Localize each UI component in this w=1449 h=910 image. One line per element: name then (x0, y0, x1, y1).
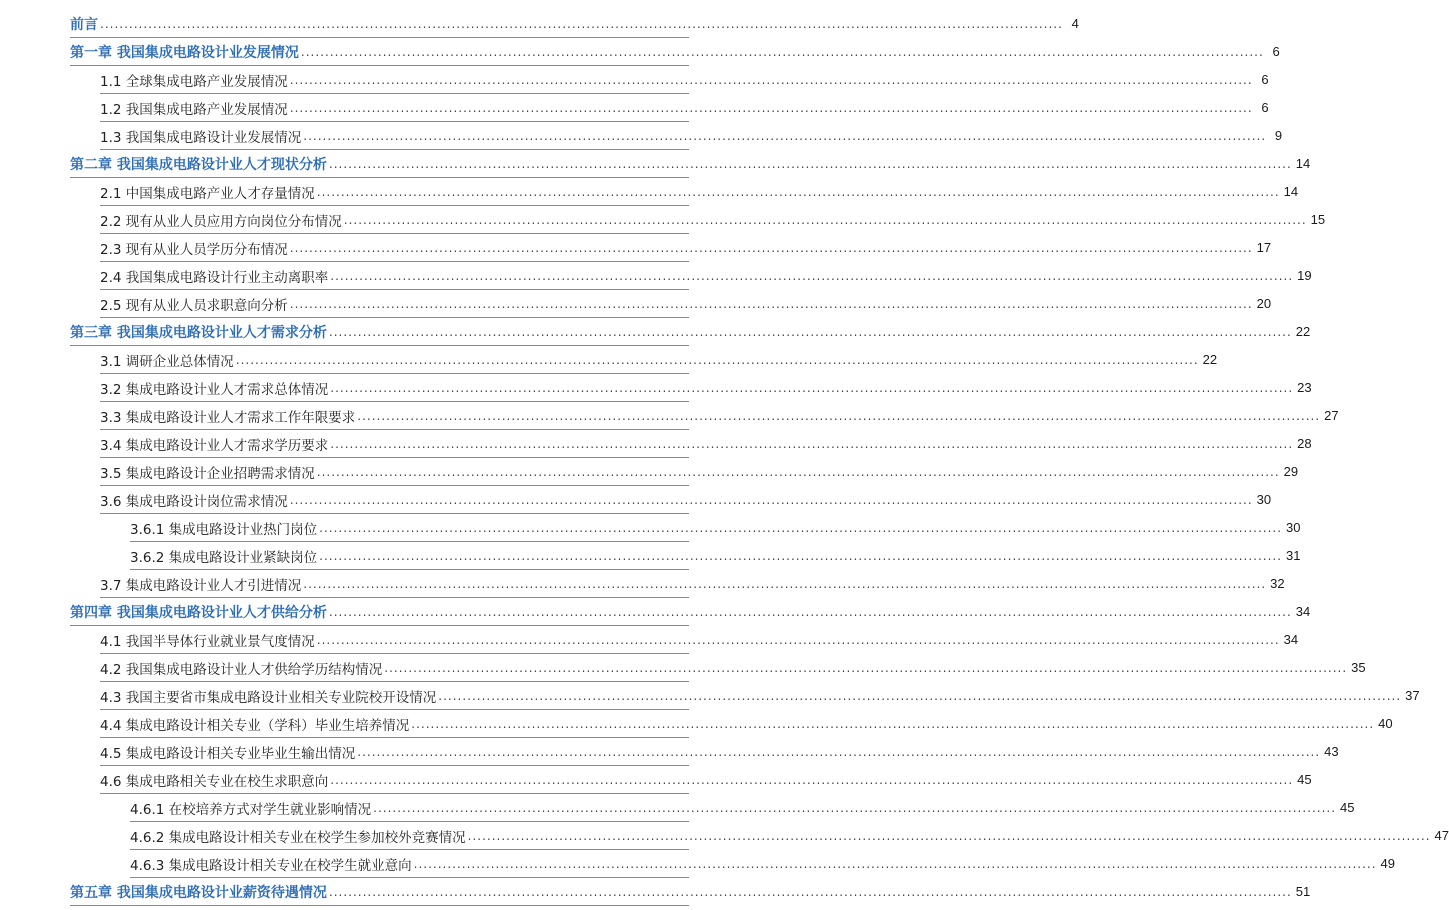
toc-entry-title: 前言 (70, 14, 100, 34)
toc-chapter-link[interactable] (70, 318, 1311, 346)
toc-entry-title: 第五章 我国集成电路设计业薪资待遇情况 (70, 882, 329, 902)
toc-entry-page-number: 32 (1270, 576, 1285, 591)
toc-section-link[interactable] (100, 738, 1339, 766)
toc-section-link[interactable] (100, 654, 1366, 682)
toc-dot-leader: ........................................................................................................................................................................................................ (319, 520, 1283, 535)
toc-entry-page-number: 40 (1378, 716, 1393, 731)
toc-dot-leader: ........................................................................................................................................................................................................ (303, 128, 1267, 143)
toc-entry-title: 2.3 现有从业人员学历分布情况 (100, 238, 290, 258)
toc-subsection-link[interactable] (130, 542, 1301, 570)
toc-dot-leader: ........................................................................................................................................................................................................ (316, 184, 1280, 199)
toc-entry-page-number: 23 (1297, 380, 1312, 395)
toc-entry-title: 4.6.2 集成电路设计相关专业在校学生参加校外竞赛情况 (130, 826, 468, 846)
toc-dot-leader: ........................................................................................................................................................................................................ (343, 212, 1307, 227)
toc-dot-leader: ........................................................................................................................................................................................................ (328, 324, 1292, 339)
toc-section-link[interactable] (100, 626, 1299, 654)
toc-entry-title: 1.3 我国集成电路设计业发展情况 (100, 126, 303, 146)
toc-section-link[interactable] (100, 682, 1420, 710)
toc-entry-page-number: 6 (1261, 72, 1269, 87)
toc-entry-page-number: 51 (1295, 884, 1311, 899)
toc-entry-title: 3.6.2 集成电路设计业紧缺岗位 (130, 546, 319, 566)
table-of-contents (0, 10, 1449, 906)
toc-entry-title: 4.6.1 在校培养方式对学生就业影响情况 (130, 798, 373, 818)
toc-chapter-link[interactable] (70, 10, 1079, 38)
toc-entry-title: 第一章 我国集成电路设计业发展情况 (70, 42, 301, 62)
toc-section-link[interactable] (100, 94, 1269, 122)
toc-section-link[interactable] (100, 290, 1272, 318)
toc-entry-page-number: 29 (1283, 464, 1299, 479)
toc-entry-page-number: 45 (1340, 800, 1355, 815)
toc-entry-title: 4.6 集成电路相关专业在校生求职意向 (100, 770, 330, 790)
toc-entry-page-number: 20 (1256, 296, 1272, 311)
toc-entry-title: 2.5 现有从业人员求职意向分析 (100, 294, 290, 314)
toc-entry-title: 3.5 集成电路设计企业招聘需求情况 (100, 462, 317, 482)
toc-entry-title: 4.5 集成电路设计相关专业毕业生输出情况 (100, 742, 357, 762)
toc-dot-leader: ........................................................................................................................................................................................................ (330, 380, 1294, 395)
toc-entry-title: 2.1 中国集成电路产业人才存量情况 (100, 182, 317, 202)
toc-entry-title: 3.4 集成电路设计业人才需求学历要求 (100, 434, 330, 454)
toc-entry-title: 4.3 我国主要省市集成电路设计业相关专业院校开设情况 (100, 686, 438, 706)
toc-section-link[interactable] (100, 458, 1299, 486)
toc-dot-leader: ........................................................................................................................................................................................................ (316, 464, 1280, 479)
toc-dot-leader: ........................................................................................................................................................................................................ (328, 884, 1292, 899)
toc-dot-leader: ........................................................................................................................................................................................................ (316, 632, 1280, 647)
toc-entry-page-number: 30 (1286, 520, 1301, 535)
toc-subsection-link[interactable] (130, 822, 1449, 850)
toc-dot-leader: ........................................................................................................................................................................................................ (289, 72, 1253, 87)
toc-section-link[interactable] (100, 766, 1312, 794)
toc-section-link[interactable] (100, 122, 1283, 150)
toc-entry-title: 3.6.1 集成电路设计业热门岗位 (130, 518, 319, 538)
toc-section-link[interactable] (100, 66, 1269, 94)
toc-entry-page-number: 30 (1256, 492, 1272, 507)
toc-section-link[interactable] (100, 206, 1326, 234)
toc-dot-leader: ........................................................................................................................................................................................................ (357, 408, 1321, 423)
toc-entry-page-number: 6 (1261, 100, 1269, 115)
toc-chapter-link[interactable] (70, 150, 1311, 178)
toc-entry-page-number: 35 (1351, 660, 1366, 675)
toc-section-link[interactable] (100, 402, 1339, 430)
toc-dot-leader: ........................................................................................................................................................................................................ (100, 16, 1063, 31)
toc-entry-page-number: 47 (1434, 828, 1449, 843)
toc-entry-page-number: 4 (1071, 16, 1079, 31)
toc-entry-page-number: 28 (1297, 436, 1312, 451)
toc-entry-title: 1.1 全球集成电路产业发展情况 (100, 70, 290, 90)
toc-entry-page-number: 49 (1380, 856, 1395, 871)
toc-section-link[interactable] (100, 710, 1393, 738)
toc-dot-leader: ........................................................................................................................................................................................................ (413, 856, 1377, 871)
toc-dot-leader: ........................................................................................................................................................................................................ (303, 576, 1267, 591)
toc-entry-page-number: 45 (1297, 772, 1312, 787)
toc-dot-leader: ........................................................................................................................................................................................................ (373, 800, 1337, 815)
toc-dot-leader: ........................................................................................................................................................................................................ (357, 744, 1321, 759)
toc-dot-leader: ........................................................................................................................................................................................................ (289, 296, 1253, 311)
toc-entry-page-number: 15 (1310, 212, 1326, 227)
toc-entry-title: 第二章 我国集成电路设计业人才现状分析 (70, 154, 329, 174)
toc-entry-title: 3.3 集成电路设计业人才需求工作年限要求 (100, 406, 357, 426)
toc-section-link[interactable] (100, 570, 1285, 598)
toc-section-link[interactable] (100, 346, 1218, 374)
toc-entry-page-number: 43 (1324, 744, 1339, 759)
toc-dot-leader: ........................................................................................................................................................................................................ (467, 828, 1431, 843)
toc-entry-title: 2.4 我国集成电路设计行业主动离职率 (100, 266, 330, 286)
toc-section-link[interactable] (100, 262, 1312, 290)
toc-entry-title: 4.2 我国集成电路设计业人才供给学历结构情况 (100, 658, 384, 678)
toc-entry-page-number: 14 (1295, 156, 1311, 171)
toc-entry-page-number: 31 (1286, 548, 1301, 563)
toc-entry-page-number: 37 (1405, 688, 1420, 703)
toc-dot-leader: ........................................................................................................................................................................................................ (235, 352, 1199, 367)
toc-entry-page-number: 22 (1202, 352, 1218, 367)
toc-entry-page-number: 34 (1295, 604, 1311, 619)
toc-dot-leader: ........................................................................................................................................................................................................ (330, 436, 1294, 451)
toc-section-link[interactable] (100, 486, 1272, 514)
toc-entry-title: 2.2 现有从业人员应用方向岗位分布情况 (100, 210, 344, 230)
toc-dot-leader: ........................................................................................................................................................................................................ (300, 44, 1264, 59)
toc-entry-page-number: 34 (1283, 632, 1299, 647)
toc-dot-leader: ........................................................................................................................................................................................................ (330, 772, 1294, 787)
toc-entry-title: 3.7 集成电路设计业人才引进情况 (100, 574, 303, 594)
toc-dot-leader: ........................................................................................................................................................................................................ (328, 156, 1292, 171)
toc-entry-title: 3.6 集成电路设计岗位需求情况 (100, 490, 290, 510)
toc-dot-leader: ........................................................................................................................................................................................................ (289, 492, 1253, 507)
toc-dot-leader: ........................................................................................................................................................................................................ (319, 548, 1283, 563)
toc-chapter-link[interactable] (70, 38, 1280, 66)
toc-entry-page-number: 19 (1297, 268, 1312, 283)
toc-entry-title: 第四章 我国集成电路设计业人才供给分析 (70, 602, 329, 622)
toc-entry-title: 4.6.3 集成电路设计相关专业在校学生就业意向 (130, 854, 414, 874)
toc-subsection-link[interactable] (130, 514, 1301, 542)
toc-entry-page-number: 6 (1272, 44, 1280, 59)
toc-chapter-link[interactable] (70, 598, 1311, 626)
toc-entry-title: 3.1 调研企业总体情况 (100, 350, 236, 370)
toc-section-link[interactable] (100, 374, 1312, 402)
toc-entry-page-number: 17 (1256, 240, 1272, 255)
toc-dot-leader: ........................................................................................................................................................................................................ (411, 716, 1375, 731)
toc-dot-leader: ........................................................................................................................................................................................................ (289, 240, 1253, 255)
toc-entry-title: 4.4 集成电路设计相关专业（学科）毕业生培养情况 (100, 714, 411, 734)
toc-entry-title: 第三章 我国集成电路设计业人才需求分析 (70, 322, 329, 342)
toc-chapter-link[interactable] (70, 878, 1311, 906)
toc-entry-title: 4.1 我国半导体行业就业景气度情况 (100, 630, 317, 650)
toc-dot-leader: ........................................................................................................................................................................................................ (438, 688, 1402, 703)
toc-subsection-link[interactable] (130, 850, 1395, 878)
toc-entry-title: 1.2 我国集成电路产业发展情况 (100, 98, 290, 118)
toc-entry-page-number: 22 (1295, 324, 1311, 339)
toc-dot-leader: ........................................................................................................................................................................................................ (328, 604, 1292, 619)
toc-dot-leader: ........................................................................................................................................................................................................ (289, 100, 1253, 115)
toc-section-link[interactable] (100, 178, 1299, 206)
toc-entry-page-number: 27 (1324, 408, 1339, 423)
toc-subsection-link[interactable] (130, 794, 1355, 822)
toc-entry-title: 3.2 集成电路设计业人才需求总体情况 (100, 378, 330, 398)
toc-section-link[interactable] (100, 430, 1312, 458)
toc-entry-page-number: 9 (1274, 128, 1283, 143)
toc-dot-leader: ........................................................................................................................................................................................................ (384, 660, 1348, 675)
toc-section-link[interactable] (100, 234, 1272, 262)
toc-entry-page-number: 14 (1283, 184, 1299, 199)
toc-dot-leader: ........................................................................................................................................................................................................ (330, 268, 1294, 283)
